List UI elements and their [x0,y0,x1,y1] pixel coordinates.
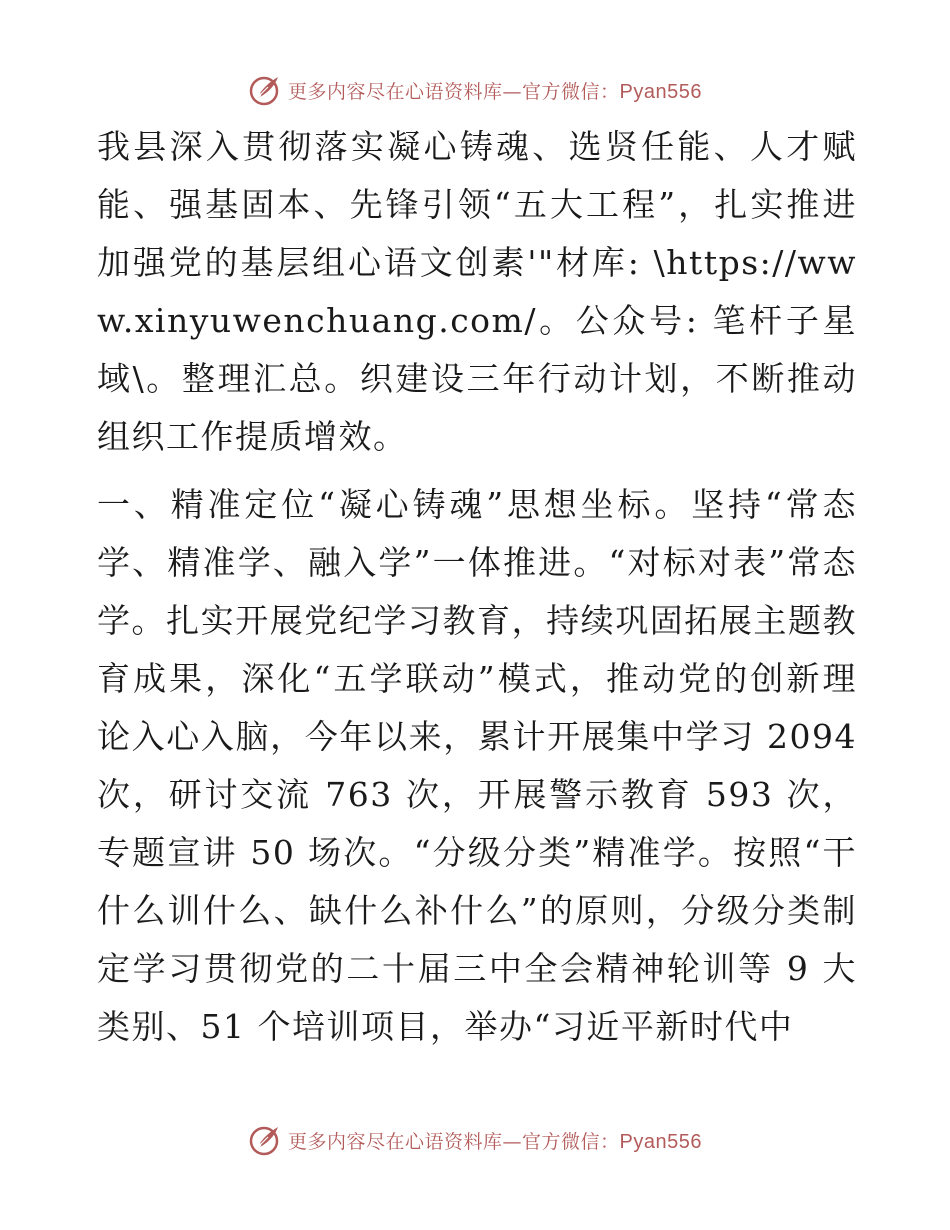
banner-text [288,1127,702,1154]
footer-watermark-banner [0,1120,950,1160]
banner-separator: — [502,1130,523,1153]
banner-wechat-id: Pyan556 [619,80,702,103]
paragraph-intro: 我县深入贯彻落实凝心铸魂、选贤任能、人才赋能、强基固本、先锋引领“五大工程”，扎实推进加强党的基层组心语文创素'"材库: \https://www.xinyuwenchuang.com/。公众号: 笔杆子星域\。整理汇总。织建设三年行动计划，不断推动组织工作提质增效。 [97,127,857,456]
banner-site-name: 更多内容尽在心语资料库 [288,80,503,103]
document-body [97,118,857,1056]
banner-wechat-label: 官方微信： [522,80,620,103]
banner-text [288,77,702,104]
banner-separator: — [502,80,523,103]
banner-site-name: 更多内容尽在心语资料库 [288,1130,503,1153]
feather-pen-logo-icon [248,1123,282,1157]
banner-wechat-id: Pyan556 [619,1130,702,1153]
banner-wechat-label: 官方微信： [522,1130,620,1153]
banner-content [248,1123,702,1157]
banner-content [248,73,702,107]
paragraph-section-one: 一、精准定位“凝心铸魂”思想坐标。坚持“常态学、精准学、融入学”一体推进。“对标对表”常态学。扎实开展党纪学习教育，持续巩固拓展主题教育成果，深化“五学联动”模式，推动党的创新理论入心入脑，今年以来，累计开展集中学习 2094 次，研讨交流 763 次，开展警示教育 593 次，专题宣讲 50 场次。“分级分类”精准学。按照“干什么训什么、缺什么补什么”的原则，分级分类制定学习贯彻党的二十届三中全会精神轮训等 9 大类别、51 个培训项目，举办“习近平新时代中 [97,485,857,1046]
header-watermark-banner [0,70,950,110]
feather-pen-logo-icon [248,73,282,107]
